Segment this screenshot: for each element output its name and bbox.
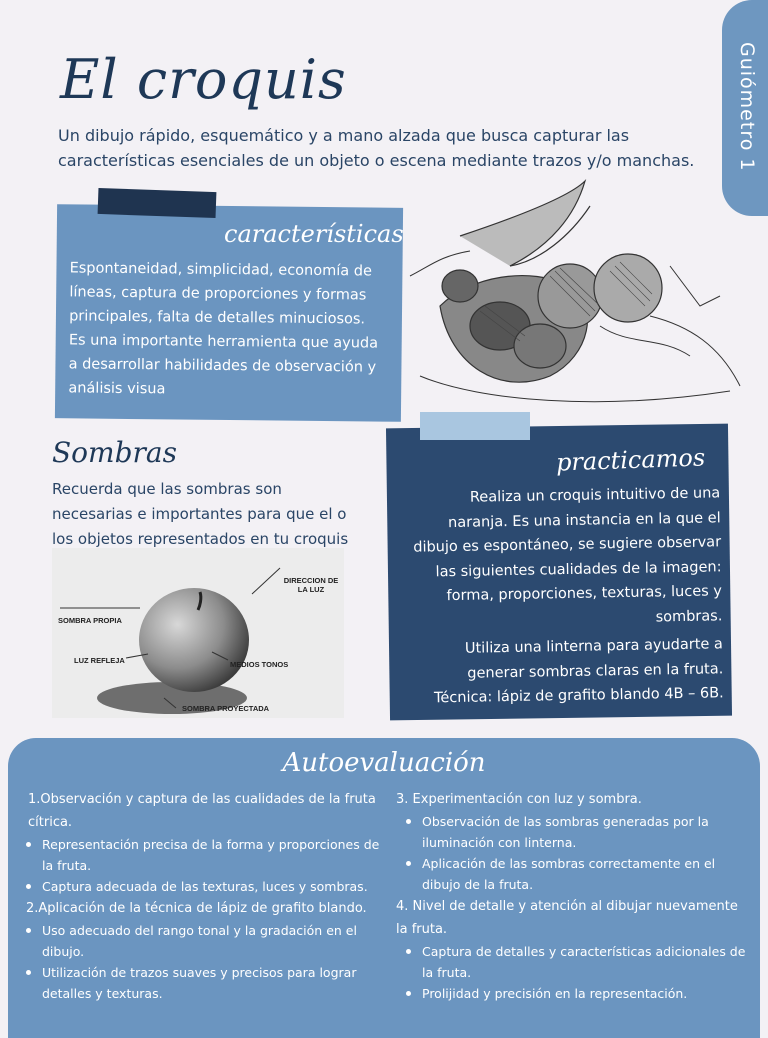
list-item: Representación precisa de la forma y proporciones de la fruta. [22,834,382,876]
fruit-sketch-image [400,176,745,416]
criterion-3: 3. Experimentación con luz y sombra. [396,792,642,807]
label-sombra-proyectada: SOMBRA PROYECTADA [182,704,270,713]
autoevaluacion-right-column [396,788,752,1004]
intro-text: Un dibujo rápido, esquemático y a mano alzada que busca capturar las características esenciales de un objeto o escena mediante trazos y/o manchas. [58,126,695,170]
caracteristicas-title: características [224,220,404,248]
list-item: Aplicación de las sombras correctamente en el dibujo de la fruta. [402,853,752,895]
list-item: Prolijidad y precisión en la representación. [402,983,752,1004]
label-direccion-luz: DIRECCION DE LA LUZ [283,576,339,594]
label-luz-refleja: LUZ REFLEJA [74,656,125,665]
list-item: Observación de las sombras generadas por la iluminación con linterna. [402,811,752,853]
list-item: Captura adecuada de las texturas, luces y sombras. [22,876,382,897]
sombras-text: Recuerda que las sombras son necesarias e importantes para que el o los objetos representados en tu croquis [52,480,349,548]
autoevaluacion-left-column [22,788,382,1004]
practicamos-paragraph: Realiza un croquis intuitivo de una naranja. Es una instancia en la que el dibujo es espontáneo, se sugiere observar las siguientes cualidades de la imagen: forma, proporciones, texturas, luces y sombras. [413,485,723,625]
apple-shading-diagram [52,548,344,718]
practicamos-text [410,481,724,711]
tape-decoration [98,188,217,218]
caracteristicas-text: Espontaneidad, simplicidad, economía de líneas, captura de proporciones y formas principales, falta de detalles minuciosos. Es una importante herramienta que ayuda a desarrollar habilidades de observación y análisis visua [68,260,379,398]
practicamos-paragraph: Utiliza una linterna para ayudarte a generar sombras claras en la fruta. [464,636,724,682]
label-medios-tonos: MEDIOS TONOS [230,660,289,669]
practicamos-paragraph: Técnica: lápiz de grafito blando 4B – 6B. [433,685,724,707]
criterion-4: 4. Nivel de detalle y atención al dibujar nuevamente la fruta. [396,899,738,937]
criterion-1: 1.Observación y captura de las cualidades de la fruta cítrica. [28,792,376,830]
tape-decoration [420,412,530,440]
list-item: Uso adecuado del rango tonal y la gradación en el dibujo. [22,920,382,962]
criterion-2: 2.Aplicación de la técnica de lápiz de grafito blando. [26,901,367,916]
page-title: El croquis [60,48,347,111]
practicamos-title: practicamos [555,443,706,477]
label-sombra-propia: SOMBRA PROPIA [58,616,122,625]
list-item: Utilización de trazos suaves y precisos para lograr detalles y texturas. [22,962,382,1004]
list-item: Captura de detalles y características adicionales de la fruta. [402,941,752,983]
guiometro-label: Guiómetro 1 [736,42,758,172]
sombras-title: Sombras [52,436,177,469]
autoevaluacion-title: Autoevaluación [282,748,486,778]
